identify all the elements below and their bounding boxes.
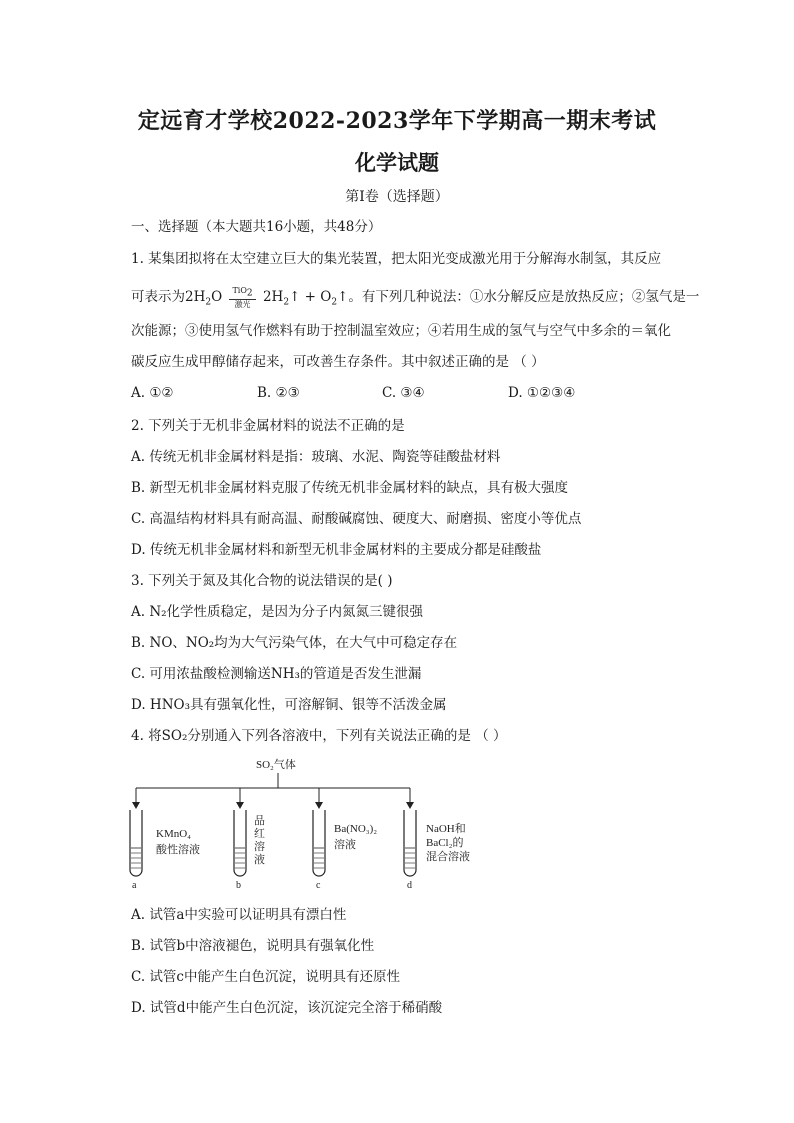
tube-c-label-1: Ba(NO₃)₂ bbox=[334, 823, 378, 835]
tube-c-id: c bbox=[316, 880, 321, 891]
q2-option-c: C. 高温结构材料具有耐高温、耐酸碱腐蚀、硬度大、耐磨损、密度小等优点 bbox=[131, 511, 582, 527]
tube-d-id: d bbox=[407, 880, 412, 891]
q1-line-1: 1. 某集团拟将在太空建立巨大的集光装置，把太阳光变成激光用于分解海水制氢，其反应 bbox=[131, 251, 662, 267]
tube-b-label-2: 红 bbox=[254, 828, 265, 840]
tube-a-label-1: KMnO₄ bbox=[156, 828, 192, 840]
q1-option-c: C. ③④ bbox=[382, 385, 425, 401]
tube-b-id: b bbox=[236, 880, 241, 891]
tube-b-label-3: 溶 bbox=[254, 841, 265, 853]
so2-apparatus-diagram bbox=[120, 752, 500, 897]
q1-line-3: 次能源；③使用氢气作燃料有助于控制温室效应；④若用生成的氢气与空气中多余的＝氧化 bbox=[131, 323, 671, 339]
q1-line-4: 碳反应生成甲醇储存起来，可改善生存条件。其中叙述正确的是 （ ） bbox=[131, 354, 545, 370]
tube-d-label-3: 混合溶液 bbox=[426, 851, 470, 863]
tube-a-id: a bbox=[132, 880, 137, 891]
q3-option-b: B. NO、NO₂均为大气污染气体，在大气中可稳定存在 bbox=[131, 635, 458, 651]
q1-equation-right: 2H bbox=[262, 288, 284, 305]
gas-label: SO₂气体 bbox=[256, 759, 296, 771]
q1-line-2-text: 。有下列几种说法：①水分解反应是放热反应；②氢气是一 bbox=[348, 288, 700, 305]
q3-stem: 3. 下列关于氮及其化合物的说法错误的是( ) bbox=[131, 573, 393, 589]
q2-option-a: A. 传统无机非金属材料是指：玻璃、水泥、陶瓷等硅酸盐材料 bbox=[131, 449, 501, 465]
volume-heading: 第Ⅰ卷（选择题） bbox=[345, 189, 449, 205]
q2-option-b: B. 新型无机非金属材料克服了传统无机非金属材料的缺点，具有极大强度 bbox=[131, 480, 569, 496]
exam-title: 定远育才学校2022-2023学年下学期高一期末考试 bbox=[137, 108, 657, 134]
q1-equation-left: 可表示为2H bbox=[131, 288, 206, 305]
q4-option-a: A. 试管a中实验可以证明具有漂白性 bbox=[131, 907, 347, 923]
tube-c-label-2: 溶液 bbox=[334, 839, 356, 851]
q3-option-c: C. 可用浓盐酸检测输送NH₃的管道是否发生泄漏 bbox=[131, 666, 422, 682]
tube-d bbox=[404, 788, 470, 891]
q1-line-2: 可表示为$2H_2O$ $\frac{TiO_2}{\text{激光}}$ $2H_2↑$ + $O_2↑$。有下列几种说法：①水分解反应是放热反应；②氢气是一 bbox=[131, 286, 700, 309]
q4-option-d: D. 试管d中能产生白色沉淀，该沉淀完全溶于稀硝酸 bbox=[131, 1000, 443, 1016]
tube-b-label-4: 液 bbox=[254, 854, 265, 866]
tube-a-label-2: 酸性溶液 bbox=[156, 844, 200, 856]
tube-b bbox=[234, 788, 265, 891]
q3-option-d: D. HNO₃具有强氧化性，可溶解铜、银等不活泼金属 bbox=[131, 697, 447, 713]
q1-option-a: A. ①② bbox=[131, 385, 174, 401]
tube-d-label-1: NaOH和 bbox=[426, 823, 466, 835]
q2-option-d: D. 传统无机非金属材料和新型无机非金属材料的主要成分都是硅酸盐 bbox=[131, 542, 542, 558]
tube-c bbox=[313, 788, 377, 891]
tube-d-label-2: BaCl₂的 bbox=[426, 837, 464, 849]
exam-subtitle: 化学试题 bbox=[355, 150, 439, 175]
tube-b-label-1: 品 bbox=[254, 815, 265, 827]
section-heading: 一、选择题（本大题共16小题，共48分） bbox=[131, 219, 382, 235]
tube-a bbox=[130, 788, 200, 891]
q3-option-a: A. N₂化学性质稳定，是因为分子内氮氮三键很强 bbox=[131, 604, 424, 620]
q4-option-b: B. 试管b中溶液褪色，说明具有强氧化性 bbox=[131, 938, 375, 954]
q1-option-d: D. ①②③④ bbox=[508, 385, 576, 401]
q4-option-c: C. 试管c中能产生白色沉淀，说明具有还原性 bbox=[131, 969, 400, 985]
q4-stem: 4. 将SO₂分别通入下列各溶液中，下列有关说法正确的是 （ ） bbox=[131, 728, 507, 744]
q2-stem: 2. 下列关于无机非金属材料的说法不正确的是 bbox=[131, 418, 405, 434]
reaction-condition: $\frac{TiO_2}{\text{激光}}$ bbox=[229, 286, 255, 309]
q1-option-b: B. ②③ bbox=[257, 385, 300, 401]
